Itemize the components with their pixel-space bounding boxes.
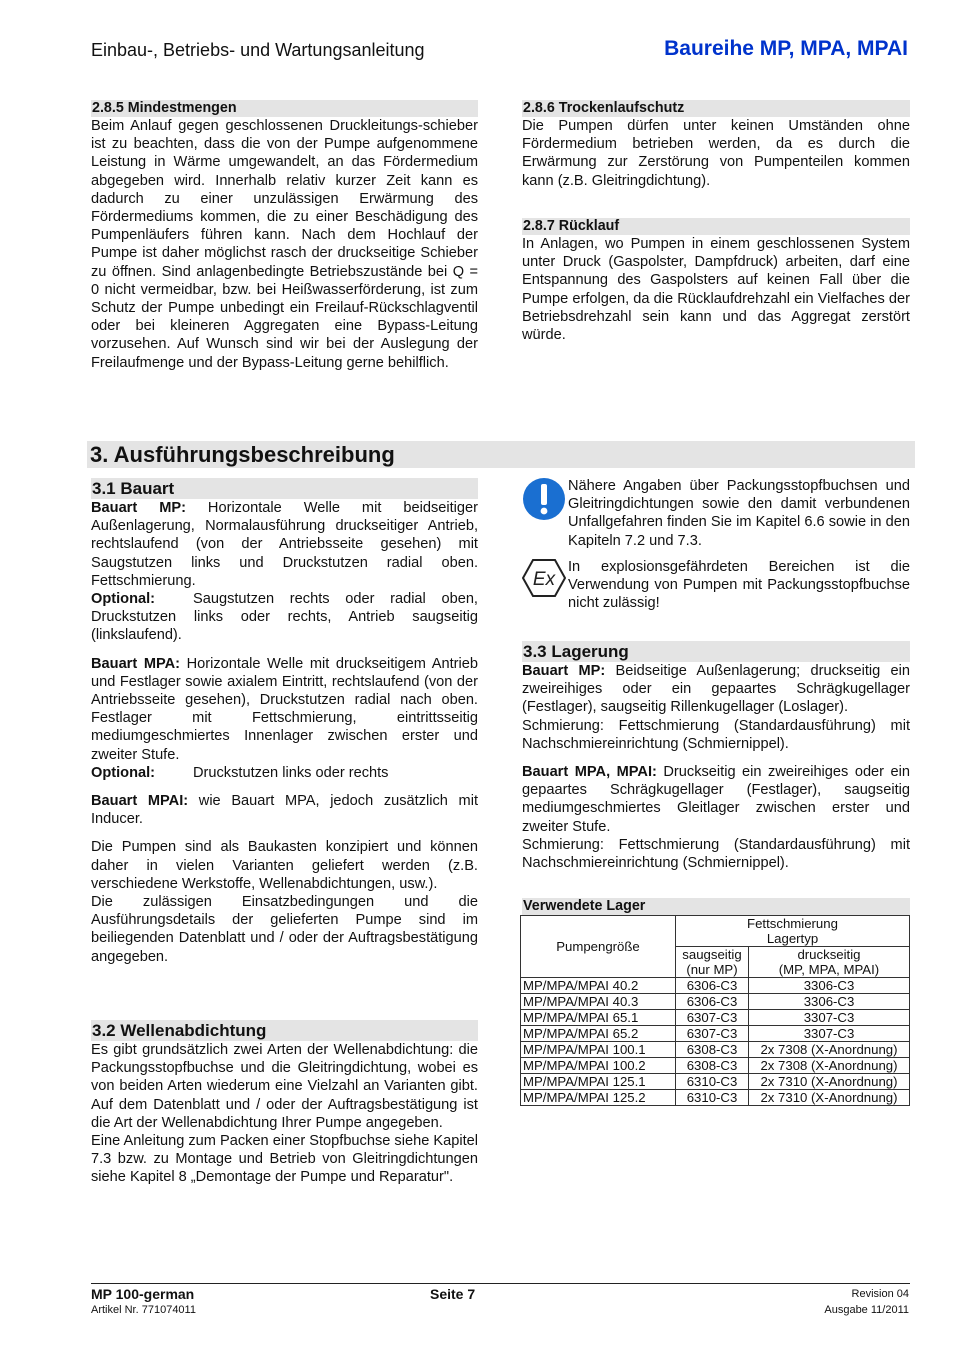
header-group-line1: Fettschmierung xyxy=(747,916,838,931)
label: Bauart MPA, MPAI: xyxy=(522,764,657,781)
notices xyxy=(522,477,910,612)
article-number: Artikel Nr. 771074011 xyxy=(91,1304,196,1316)
text: wie Bauart MPA, jedoch zusätzlich mit Inducer. xyxy=(91,793,479,828)
druck-cell: 2x 7310 (X-Anordnung) xyxy=(748,1090,909,1106)
druck-cell: 3306-C3 xyxy=(748,994,909,1010)
section-2-8-5 xyxy=(91,100,478,372)
pump-size-cell: MP/MPA/MPAI 125.1 xyxy=(521,1074,676,1090)
paragraph: In Anlagen, wo Pumpen in einem geschlossenen System unter Druck (Gaspolster, Dampfdruck) arbeiten, darf eine Entspannung des Gaspolsters auf keinen Fall über die Pumpe erfolgen, da die Rücklaufdrehzahl ein Vielfaches der Betriebsdrehzahl sein kann und das Aggregat zerstört würde. xyxy=(522,236,910,344)
header-group-line2: Lagertyp xyxy=(766,931,819,946)
saug-cell: 6310-C3 xyxy=(676,1090,749,1106)
saug-cell: 6306-C3 xyxy=(676,994,749,1010)
pump-size-cell: MP/MPA/MPAI 100.2 xyxy=(521,1058,676,1074)
table-row xyxy=(521,1090,910,1106)
druck-cell: 2x 7310 (X-Anordnung) xyxy=(748,1074,909,1090)
header-title: Einbau-, Betriebs- und Wartungsanleitung xyxy=(91,40,425,60)
saug-cell: 6308-C3 xyxy=(676,1042,749,1058)
bearing-table-section xyxy=(522,898,910,1106)
optional-paragraph xyxy=(91,764,478,782)
attention-notice xyxy=(522,477,910,550)
section-title: 2.8.5 Mindestmengen xyxy=(91,100,478,117)
bearing-table xyxy=(520,915,910,1106)
ex-notice xyxy=(522,558,910,613)
pump-size-cell: MP/MPA/MPAI 100.1 xyxy=(521,1042,676,1058)
text: Druckstutzen links oder rechts xyxy=(193,764,389,781)
bauart-mpa-paragraph xyxy=(522,763,910,836)
paragraph: Beim Anlauf gegen geschlossenen Druckleitungs-schieber ist zu beachten, dass die von der Pumpe aufgenommene Leistung in Wärme umgewandelt, an das Fördermedium abgegeben wird. Innerhalb relativ kurzer Zeit kann es dadurch zu einer unzulässigen Erwärmung des Fördermediums kommen, die zu einer Beschädigung des Pumpenläufers führen kann. Nach dem Hochlauf der Pumpe ist daher möglichst rasch der druckseitige Schieber zu öffnen. Sind anlagenbedingte Betriebszustände bei Q = 0 nicht vermeidbar, bzw. bei Heißwasserförderung, ist zum Schutz der Pumpe unbedingt ein Freilauf-Rückschlagventil oder bei kleineren Aggregaten eine Bypass-Leitung vorzusehen. Auf Wunsch sind wir bei der Auslegung der Freilaufmenge und der Bypass-Leitung gerne behilflich. xyxy=(91,118,478,371)
paragraph: Eine Anleitung zum Packen einer Stopfbuchse siehe Kapitel 7.3 bzw. zu Montage und Betrieb von Gleitringdichtungen siehe Kapitel 8 „Demontage der Pumpe und Reparatur". xyxy=(91,1133,478,1186)
pump-size-cell: MP/MPA/MPAI 65.2 xyxy=(521,1026,676,1042)
header-pump-size: Pumpengröße xyxy=(521,916,676,978)
table-row xyxy=(521,994,910,1010)
section-title: 3.2 Wellenabdichtung xyxy=(91,1020,478,1041)
druck-cell: 3307-C3 xyxy=(748,1010,909,1026)
pump-size-cell: MP/MPA/MPAI 65.1 xyxy=(521,1010,676,1026)
paragraph: Die Pumpen dürfen unter keinen Umständen ohne Fördermedium betrieben werden, da es durch die Erwärmung zur Zerstörung von Pumpenteilen kommen kann (z.B. Gleitringdichtung). xyxy=(522,118,910,189)
page-number: Seite 7 xyxy=(430,1286,476,1302)
revision: Revision 04 xyxy=(851,1288,909,1300)
label: Optional: xyxy=(91,764,156,781)
text: Druckseitig ein zweireihiges oder ein gepaartes Schrägkugellager (Festlager), saugseitig mediumgeschmiertes Gleitlager zwischen erster und zweiter Stufe. xyxy=(522,764,911,835)
chapter-heading: 3. Ausführungsbeschreibung xyxy=(87,441,915,468)
header-saug: saugseitig xyxy=(676,947,749,963)
header-saug-sub: (nur MP) xyxy=(676,962,749,978)
saug-cell: 6307-C3 xyxy=(676,1026,749,1042)
table-row xyxy=(521,1058,910,1074)
saug-cell: 6306-C3 xyxy=(676,978,749,994)
text: Horizontale Welle mit beidseitiger Außenlagerung, Normalausführung druckseitiger Antrieb, rechtslaufend (von der Antriebsseite gesehen) mit Saugstutzen links und Druckstutzen radial oben. Fettschmierung. xyxy=(91,500,478,589)
section-2-8-6 xyxy=(522,100,910,190)
section-3-1 xyxy=(91,478,478,966)
table-title: Verwendete Lager xyxy=(522,898,910,915)
attention-icon xyxy=(522,477,568,550)
table-row xyxy=(521,1074,910,1090)
header-druck-sub: (MP, MPA, MPAI) xyxy=(748,962,909,978)
ex-symbol-text: Ex xyxy=(532,568,556,590)
optional-paragraph xyxy=(91,590,478,645)
document-id: MP 100-german xyxy=(91,1286,195,1302)
label: Bauart MP: xyxy=(522,663,606,679)
text: Horizontale Welle mit druckseitigem Antrieb und Festlager sowie axialem Eintritt, rechtslaufend (von der Antriebsseite gesehen), Druckstutzen radial nach oben. Festlager mit Fettschmierung, eintrittsseitig mediumgeschmiertes Innenlager zwischen erster und zweiter Stufe. xyxy=(91,655,478,763)
paragraph: Die Pumpen sind als Baukasten konzipiert und können daher in vielen Varianten geliefert werden (z.B. verschiedene Werkstoffe, Wellenabdichtungen, usw.). xyxy=(91,839,478,892)
label: Optional: xyxy=(91,591,156,608)
saug-cell: 6307-C3 xyxy=(676,1010,749,1026)
paragraph: Die zulässigen Einsatzbedingungen und die Ausführungsdetails der gelieferten Pumpe sind im beiliegenden Datenblatt und / oder der Auftragsbestätigung angegeben. xyxy=(91,894,478,965)
notice-text: In explosionsgefährdeten Bereichen ist die Verwendung von Pumpen mit Packungsstopfbuchse nicht zulässig! xyxy=(568,558,910,612)
pump-size-cell: MP/MPA/MPAI 125.2 xyxy=(521,1090,676,1106)
bauart-mp-paragraph xyxy=(91,499,478,590)
header-druck: druckseitig xyxy=(748,947,909,963)
label: Bauart MP: xyxy=(91,500,186,516)
section-2-8-7 xyxy=(522,218,910,344)
druck-cell: 3306-C3 xyxy=(748,978,909,994)
table-row xyxy=(521,1026,910,1042)
header-group xyxy=(676,916,910,947)
pump-size-cell: MP/MPA/MPAI 40.3 xyxy=(521,994,676,1010)
explosion-protection-icon xyxy=(522,558,568,613)
section-title: 3.1 Bauart xyxy=(91,478,478,499)
section-3-2 xyxy=(91,1020,478,1187)
text: Saugstutzen rechts oder radial oben, Druckstutzen links oder rechts, Antrieb saugseitig (linkslaufend). xyxy=(91,591,478,644)
druck-cell: 2x 7308 (X-Anordnung) xyxy=(748,1058,909,1074)
paragraph: Schmierung: Fettschmierung (Standardausführung) mit Nachschmiereinrichtung (Schmiernippel). xyxy=(522,836,910,872)
bauart-mpai-paragraph xyxy=(91,792,478,828)
saug-cell: 6310-C3 xyxy=(676,1074,749,1090)
table-row xyxy=(521,1010,910,1026)
pump-size-cell: MP/MPA/MPAI 40.2 xyxy=(521,978,676,994)
section-title: 2.8.7 Rücklauf xyxy=(522,218,910,235)
label: Bauart MPAI: xyxy=(91,793,189,810)
series-title: Baureihe MP, MPA, MPAI xyxy=(664,37,908,60)
section-3-3 xyxy=(522,641,910,872)
section-title: 3.3 Lagerung xyxy=(522,641,910,662)
table-row xyxy=(521,1042,910,1058)
saug-cell: 6308-C3 xyxy=(676,1058,749,1074)
section-title: 2.8.6 Trockenlaufschutz xyxy=(522,100,910,117)
bauart-mp-paragraph xyxy=(522,662,910,717)
druck-cell: 2x 7308 (X-Anordnung) xyxy=(748,1042,909,1058)
label: Bauart MPA: xyxy=(91,655,181,672)
table-row xyxy=(521,978,910,994)
druck-cell: 3307-C3 xyxy=(748,1026,909,1042)
paragraph: Schmierung: Fettschmierung (Standardausführung) mit Nachschmiereinrichtung (Schmiernippel). xyxy=(522,717,910,752)
bauart-mpa-paragraph xyxy=(91,655,478,764)
issue-date: Ausgabe 11/2011 xyxy=(824,1304,909,1316)
text: Beidseitige Außenlagerung; druckseitig ein zweireihiges oder ein gepaartes Schrägkugellager (Festlager), saugseitig Rillenkugellager (Loslager). xyxy=(522,663,911,716)
notice-text: Nähere Angaben über Packungsstopfbuchsen und Gleitringdichtungen sowie den damit verbundenen Unfallgefahren finden Sie im Kapitel 6.6 sowie in den Kapiteln 7.2 und 7.3. xyxy=(568,478,910,549)
paragraph: Es gibt grundsätzlich zwei Arten der Wellenabdichtung: die Packungsstopfbuchse und die Gleitringdichtung, wobei es von beiden Arten wiederum eine Vielzahl an Varianten gibt. Auf dem Datenblatt und / oder der Auftragsbestätigung ist die Art der Wellenabdichtung Ihrer Pumpe angegeben. xyxy=(91,1042,478,1131)
